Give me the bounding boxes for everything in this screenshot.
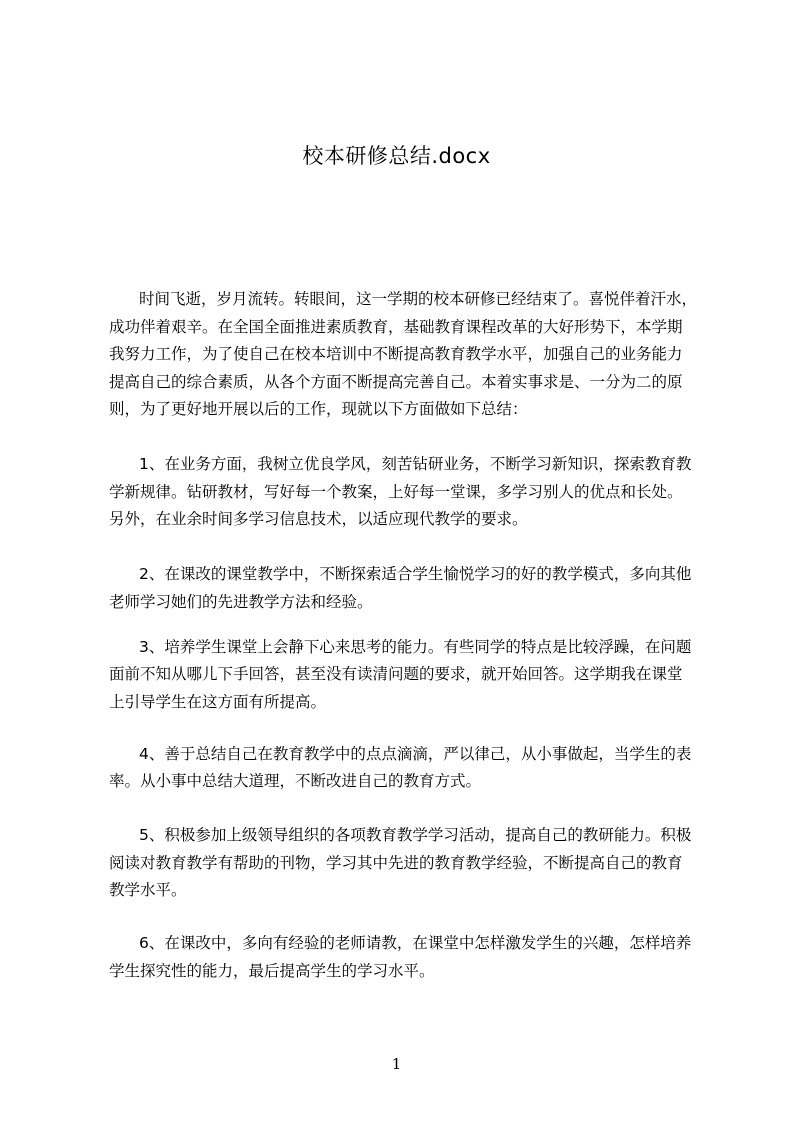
document-title: 校本研修总结.docx: [302, 144, 491, 168]
paragraph-5-line-1: 4、善于总结自己在教育教学中的点点滴滴，严以律己，从小事做起，当学生的表: [139, 745, 692, 763]
paragraph-6-line-2: 阅读对教育教学有帮助的刊物，学习其中先进的教育教学经验，不断提高自己的教育: [109, 854, 683, 872]
paragraph-1-line-5: 则，为了更好地开展以后的工作，现就以下方面做如下总结：: [109, 400, 528, 418]
paragraph-6-line-1: 5、积极参加上级领导组织的各项教育教学学习活动，提高自己的教研能力。积极: [139, 826, 692, 844]
page-number: 1: [391, 1055, 402, 1073]
paragraph-1-line-1: 时间飞逝，岁月流转。转眼间，这一学期的校本研修已经结束了。喜悦伴着汗水，: [139, 290, 698, 308]
paragraph-2-line-3: 另外，在业余时间多学习信息技术，以适应现代教学的要求。: [109, 510, 528, 528]
paragraph-7-line-1: 6、在课改中，多向有经验的老师请教，在课堂中怎样激发学生的兴趣，怎样培养: [139, 934, 692, 952]
paragraph-4-line-3: 上引导学生在这方面有所提高。: [109, 693, 327, 711]
paragraph-1-line-2: 成功伴着艰辛。在全国全面推进素质教育，基础教育课程改革的大好形势下，本学期: [109, 318, 683, 336]
paragraph-6-line-3: 教学水平。: [109, 881, 187, 899]
paragraph-7-line-2: 学生探究性的能力，最后提高学生的学习水平。: [109, 962, 435, 980]
paragraph-4-line-2: 面前不知从哪儿下手回答，甚至没有读清问题的要求，就开始回答。这学期我在课堂: [109, 665, 683, 683]
paragraph-1-line-3: 我努力工作，为了使自己在校本培训中不断提高教育教学水平，加强自己的业务能力: [109, 345, 683, 363]
paragraph-5-line-2: 率。从小事中总结大道理，不断改进自己的教育方式。: [109, 772, 482, 790]
paragraph-1-line-4: 提高自己的综合素质，从各个方面不断提高完善自己。本着实事求是、一分为二的原: [109, 373, 683, 391]
paragraph-4-line-1: 3、培养学生课堂上会静下心来思考的能力。有些同学的特点是比较浮躁，在问题: [139, 638, 692, 656]
paragraph-2-line-2: 学新规律。钻研教材，写好每一个教案，上好每一堂课，多学习别人的优点和长处。: [109, 483, 683, 501]
paragraph-3-line-1: 2、在课改的课堂教学中，不断探索适合学生愉悦学习的好的教学模式，多向其他: [139, 565, 692, 583]
paragraph-2-line-1: 1、在业务方面，我树立优良学风，刻苦钻研业务，不断学习新知识，探索教育教: [139, 455, 692, 473]
paragraph-3-line-2: 老师学习她们的先进教学方法和经验。: [109, 593, 373, 611]
